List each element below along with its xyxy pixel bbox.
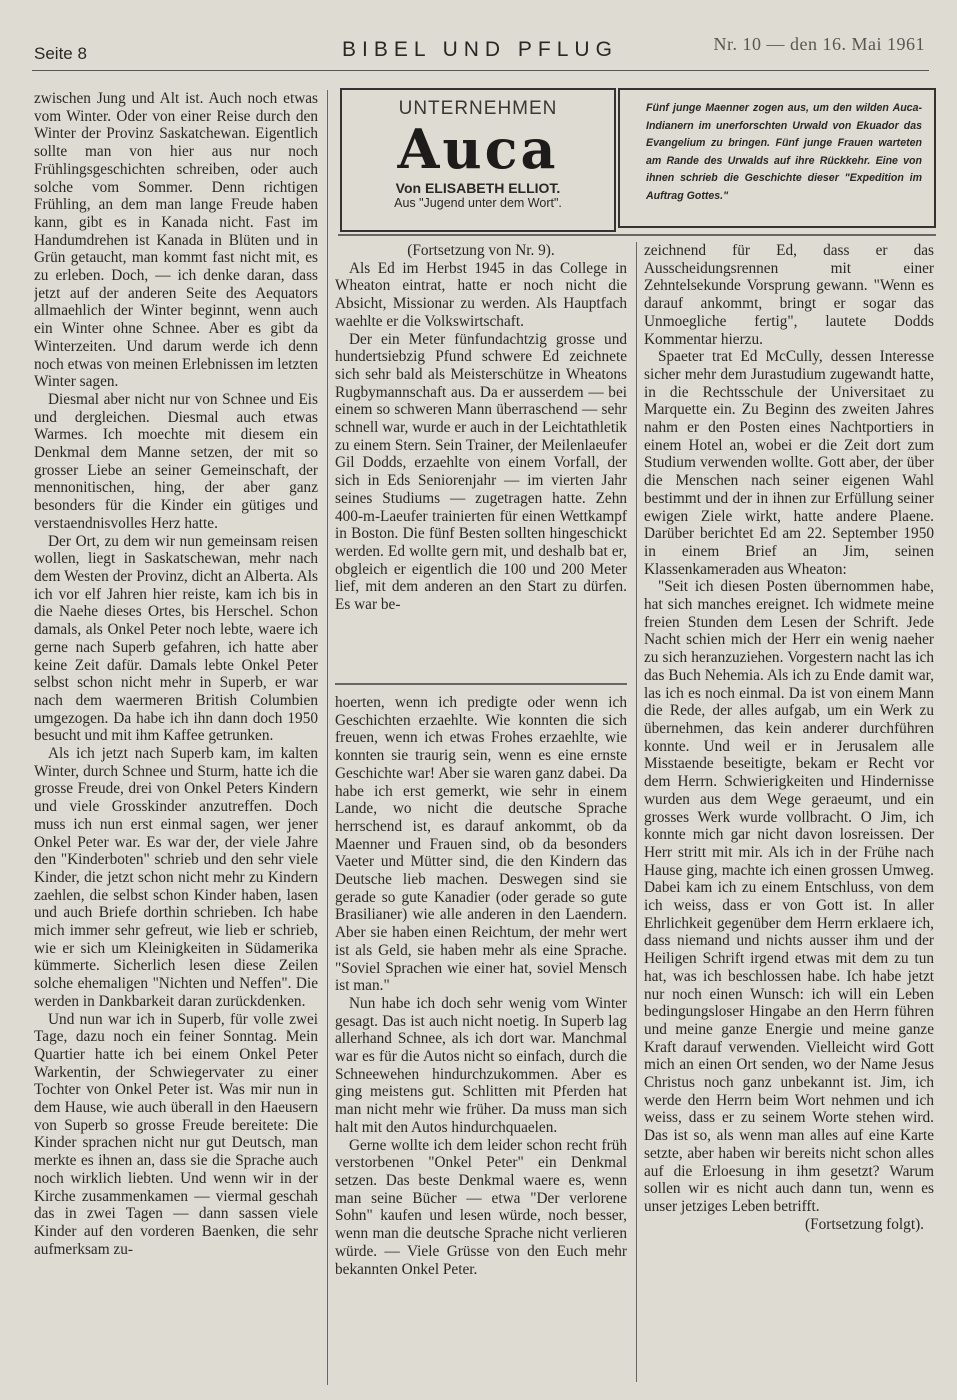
paragraph: zeichnend für Ed, dass er das Ausscheidungsrennen mit einer Zehntelsekunde Vorsprung gewann. "Wenn es darauf ankommt, bringt er sogar das Unmoegliche fertig", lautete Dodds Kommentar hierzu. xyxy=(644,242,934,348)
page-number: Seite 8 xyxy=(34,44,87,63)
paragraph: Nun habe ich doch sehr wenig vom Winter gesagt. Das ist auch nicht noetig. In Superb lag allerhand Schnee, als ich dort war. Manchmal war es für die Autos nicht so einfach, durch die Schneewehen hindurchzukommen. Aber es ging meistens gut. Schlitten mit Pferden hat man nicht mehr wie früher. Da muss man sich halt mit den Autos hindurchquaelen. xyxy=(335,994,627,1136)
article-title: Auca xyxy=(397,117,559,181)
article-title-box xyxy=(340,88,616,232)
article-kicker: UNTERNEHMEN xyxy=(398,98,558,119)
continued-next: (Fortsetzung folgt). xyxy=(805,1215,924,1233)
column-1 xyxy=(34,90,318,1392)
title-underline xyxy=(338,234,936,236)
paragraph: Der Ort, zu dem wir nun gemeinsam reisen wollen, liegt in Saskatschewan, mehr nach dem Westen der Provinz, dicht an Alberta. Als ich vor elf Jahren hier reiste, kam ich bis in die Naehe dieses Ortes, bis Herschel. Schon damals, als Onkel Peter noch lebte, waere ich gerne nach Superb gefahren, ich hatte aber keine Zeit dafür. Damals lebte Onkel Peter selbst schon nicht mehr in Superb, er war nach dem waermeren British Columbien umgezogen. Da habe ich ihn dann doch 1950 besucht und mit ihm Kaffee getrunken. xyxy=(34,532,318,745)
column-divider xyxy=(327,90,328,1385)
paragraph: Diesmal aber nicht nur von Schnee und Eis und dergleichen. Diesmal auch etwas Warmes. Ich moechte mit diesem ein Denkmal dem Manne setzen, der mit so grosser Liebe an seiner Gemeinschaft, der mennonitischen, hing, der aber ganz besonders für die Kinder ein gütiges und verstaendnisvolles Herz hatte. xyxy=(34,390,318,532)
paragraph: Und nun war ich in Superb, für volle zwei Tage, dazu noch ein feiner Sonntag. Mein Quartier hatte ich bei einem Onkel Peter Warkentin, der Schwiegervater zu einer Tochter von Onkel Peter ist. Was mir nun in dem Hause, wie auch überall in den Haeusern von Superb so grosse Freude bereitete: Die Kinder sprachen nicht nur gut Deutsch, man merkte es ihnen an, dass sie die Sprache auch noch wirklich liebten. Und wenn wir in der Kirche zusammenkamen — viermal geschah das in zwei Tagen — dann sassen viele Kinder auf den vorderen Baenken, die sehr aufmerksam zu- xyxy=(34,1010,318,1258)
article-source: Aus "Jugend unter dem Wort". xyxy=(394,196,562,210)
paragraph: hoerten, wenn ich predigte oder wenn ich Geschichten erzaehlte. Wie konnten die sich freuen, wenn ich etwas Frohes erzaehlte, wie konnten sie traurig sein, wenn es eine ernste Geschichte war! Aber sie waren ganz dabei. Da habe ich erst gemerkt, wie sehr in einem Lande, wo nicht die deutsche Sprache herrschend ist, es darauf ankommt, ob da Maenner und Frauen sind, ob da besonders Vaeter und Mütter sind, die den Kindern das Deutsche lieb machen. Deswegen sind sie gerade so gute Kanadier (oder gerade so gute Brasilianer) wie alle anderen in den Laendern. Aber sie haben einen Reichtum, der mehr wert ist als Geld, sie haben mehr als eine Sprache. "Soviel Sprachen wie einer hat, soviel Mensch ist man." xyxy=(335,694,627,995)
paragraph: Gerne wollte ich dem leider schon recht früh verstorbenen "Onkel Peter" ein Denkmal setzen. Das beste Denkmal waere es, wenn man seine Bücher — etwa "Der verlorene Sohn" kaufen und lesen würde, noch besser, wenn man die deutsche Sprache nicht verlieren würde. — Viele Grüsse von den Euch mehr bekannten Onkel Peter. xyxy=(335,1136,627,1278)
column-2-article xyxy=(335,242,627,674)
newspaper-title: BIBEL UND PFLUG xyxy=(342,38,618,61)
page-header xyxy=(32,34,929,71)
column-3-article xyxy=(644,242,934,1382)
article-intro: Fünf junge Maenner zogen aus, um den wilden Auca-Indianern im unerforschten Urwald von Ekuador das Evangelium zu bringen. Fünf junge Frauen warteten am Rande des Urwalds auf ihre Rückkehr. Eine von ihnen schrieb die Geschichte dieser "Expedition im Auftrag Gottes." xyxy=(618,88,936,228)
continued-from: (Fortsetzung von Nr. 9). xyxy=(407,242,555,259)
paragraph: Als Ed im Herbst 1945 in das College in Wheaton eintrat, hatte er noch nicht die Absicht, Missionar zu werden. Als Hauptfach waehlte er die Volkswirtschaft. xyxy=(335,259,627,330)
paragraph: Als ich jetzt nach Superb kam, im kalten Winter, durch Schnee und Sturm, hatte ich die grosse Freude, drei von Onkel Peters Kindern und viele Grosskinder anzutreffen. Doch muss ich nun erst einmal sagen, wer jener Onkel Peter war. Es war der, der viele Jahre den "Kinderboten" schrieb und den sehr viele Kinder, die jetzt schon nicht mehr zu Kindern zaehlen, die selbst schon Kinder haben, lasen und auch Briefe dorthin schrieben. Ich habe mich immer sehr gefreut, wie lieb er schrieb, wie er sich um Kleinigkeiten in Südamerika kümmerte. Sicherlich lesen diese Zeilen solche ehemaligen "Nichten und Neffen". Die werden in Dankbarkeit daran zurückdenken. xyxy=(34,745,318,1010)
column-2-letter xyxy=(335,694,627,1370)
article-author: Von ELISABETH ELLIOT. xyxy=(395,180,561,196)
column-divider xyxy=(636,242,637,1382)
paragraph: Spaeter trat Ed McCully, dessen Interesse sicher mehr dem Jurastudium zugewandt hatte, in die Rechtsschule der Universitaet zu Marquette ein. Zu Beginn des zweiten Jahres nahm er den Posten eines Nachtportiers in einem Hotel an, wobei er die Zeit dort zum Studium verwenden wollte. Gott aber, der über die Menschen nach seiner eigenen Wahl bestimmt und der in ihnen zur Erfüllung seiner ewigen Ziele wirkt, hatte andere Plaene. Darüber berichtet Ed am 22. September 1950 in einem Brief an Jim, seinen Klassenkameraden aus Wheaton: xyxy=(644,348,934,578)
paragraph: Der ein Meter fünfundachtzig grosse und hundertsiebzig Pfund schwere Ed zeichnete sich sehr bald als Meisterschütze in Wheatons Rugbymannschaft aus. Da er ausserdem — bei einem so schweren Mann überraschend — sehr schnell war, wurde er auch in der Leichtathletik zu einem Stern. Sein Trainer, der Meilenlaeufer Gil Dodds, erzaehlte von einem Vorfall, der sich in Eds Seniorenjahr — im vierten Jahr seines Studiums — zugetragen hatte. Zehn 400-m-Laeufer trainierten für einen Wettkampf in Boston. Die fünf Besten sollten hingeschickt werden. Ed wollte gern mit, und deshalb bat er, obgleich er eigentlich die 100 und 200 Meter lief, mit dem anderen an den Start zu dürfen. Es war be- xyxy=(335,330,627,614)
paragraph: "Seit ich diesen Posten übernommen habe, hat sich manches ereignet. Ich widmete meine freien Stunden dem Lesen der Schrift. Jede Nacht schien mich der Herr ein wenig naeher zu sich heranzuziehen. Vorgestern nacht las ich das Buch Nehemia. Als ich zu Ende damit war, las ich es noch einmal. Da ist von einem Mann die Rede, der alles aufgab, um ein Werk zu übernehmen, das kein anderer durchführen konnte. Und weil er in Jerusalem alle Misstaende beseitigte, bekam er Recht vor dem Herrn. Schwierigkeiten und Hindernisse wurden aus dem Wege geraeumt, und ein grosses Werk wurde vollbracht. O Jim, ich konnte mich gar nicht davon losreissen. Der Herr stritt mit mir. Als ich in der Frühe nach Hause ging, machte ich einen grossen Umweg. Dabei kam ich zu einem Entschluss, von dem ich weiss, dass er von Gott ist. In aller Ehrlichkeit gegenüber dem Herrn erklaere ich, dass niemand und nichts ausser ihm und der Heiligen Schrift irgend etwas mit dem zu tun hat, was ich beschlossen habe. Ich habe jetzt nur noch einen Wunsch: ich will ein Leben bedingungsloser Hingabe an den Herrn führen und meine ganze Energie und meine ganze Kraft darauf verwenden. Vielleicht wird Gott mich an einen Ort senden, wo der Name Jesus Christus noch ganz unbekannt ist. Jim, ich werde den Herrn beim Wort nehmen und ich weiss, dass er zu seinem Worte stehen wird. Das ist so, als wenn man alles auf eine Karte setzte, aber haben wir bereits nicht schon alles auf die Erloesung in ihm gesetzt? Warum sollen wir es nicht auch dann tun, wenn es unser jetziges Leben betrifft. xyxy=(644,578,934,1215)
issue-date: Nr. 10 — den 16. Mai 1961 xyxy=(713,34,925,54)
paragraph: zwischen Jung und Alt ist. Auch noch etwas vom Winter. Oder von einer Reise durch den Winter der Provinz Saskatchewan. Eigentlich sollte man von hier aus nur noch Frühlingsgeschichten schreiben, oder auch solche vom Sommer. Denn richtigen Frühling, an dem man lange Freude haben kann, gibt es in Kanada nicht. Fast im Handumdrehen ist Kanada in Blüten und in Grün getaucht, man kommt fast nicht mit, es zu erleben. Doch, — ich denke daran, dass jetzt auf der anderen Seite des Aequators allmaehlich der Winter beginnt, wenn auch ein Winter ohne Schnee. Aber es gibt da Winterzeiten. Und darum werde ich denn noch etwas von meinen Erlebnissen im letzten Winter sagen. xyxy=(34,90,318,391)
section-divider xyxy=(335,683,627,685)
